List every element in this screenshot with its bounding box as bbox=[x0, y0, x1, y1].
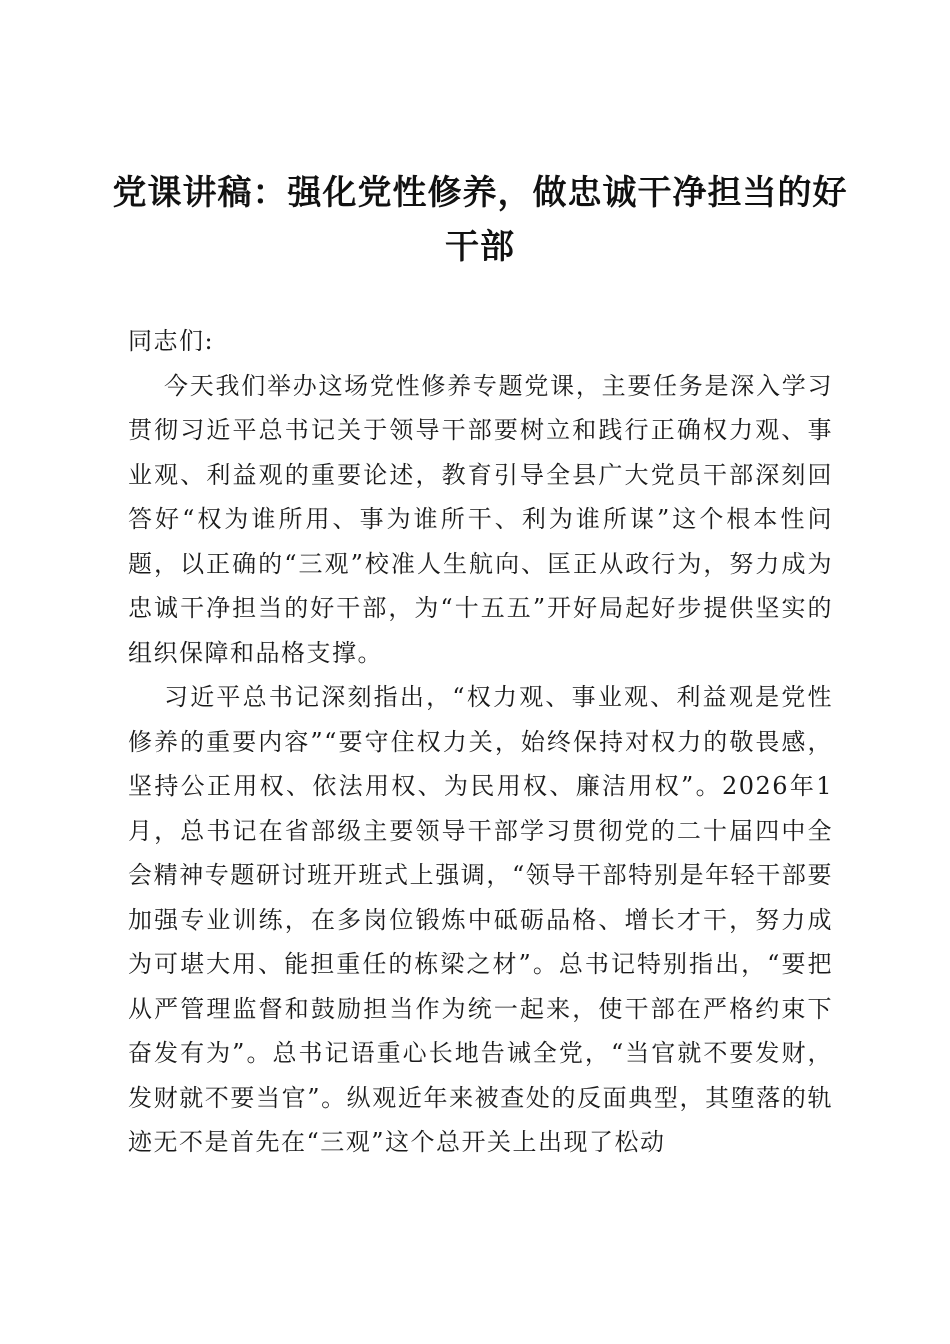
salutation: 同志们: bbox=[128, 327, 215, 355]
paragraph-2: 习近平总书记深刻指出，“权力观、事业观、利益观是党性修养的重要内容”“要守住权力关，始终保持对权力的敬畏感，坚持公正用权、依法用权、为民用权、廉洁用权”。2026年1月，总书记在省部级主要领导干部学习贯彻党的二十届四中全会精神专题研讨班开班式上强调，“领导干部特别是年轻干部要加强专业训练，在多岗位锻炼中砥砺品格、增长才干，努力成为可堪大用、能担重任的栋梁之材”。总书记特别指出，“要把从严管理监督和鼓励担当作为统一起来，使干部在严格约束下奋发有为”。总书记语重心长地告诫全党，“当官就不要发财，发财就不要当官”。纵观近年来被查处的反面典型，其堕落的轨迹无不是首先在“三观”这个总开关上出现了松动 bbox=[128, 683, 833, 1156]
document-title: 党课讲稿：强化党性修养，做忠诚干净担当的好干部 bbox=[112, 173, 848, 267]
paragraph-1: 今天我们举办这场党性修养专题党课，主要任务是深入学习贯彻习近平总书记关于领导干部要树立和践行正确权力观、事业观、利益观的重要论述，教育引导全县广大党员干部深刻回答好“权为谁所用、事为谁所干、利为谁所谋”这个根本性问题，以正确的“三观”校准人生航向、匡正从政行为，努力成为忠诚干净担当的好干部，为“十五五”开好局起好步提供坚实的组织保障和品格支撑。 bbox=[128, 371, 833, 667]
document-body bbox=[128, 319, 833, 1165]
